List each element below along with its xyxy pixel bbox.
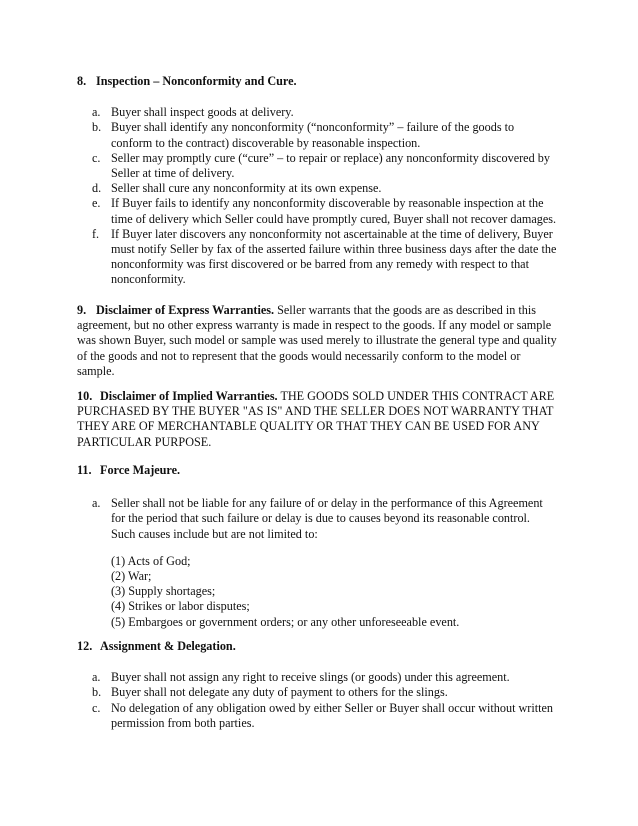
section-list xyxy=(77,496,557,542)
item-label: b. xyxy=(92,685,102,700)
item-text: Seller shall not be liable for any failure of or delay in the performance of this Agreement for the period that such failure or delay is due to causes beyond its reasonable control. Such causes include but are not limited to: xyxy=(111,496,543,541)
section-number: 11. xyxy=(77,463,92,477)
section-heading xyxy=(77,463,557,478)
item-label: a. xyxy=(92,670,101,685)
section-title: Inspection – Nonconformity and Cure. xyxy=(96,74,297,88)
cause-item: (2) War; xyxy=(111,569,152,584)
item-label: d. xyxy=(92,181,102,196)
item-text: No delegation of any obligation owed by either Seller or Buyer shall occur without written permission from both parties. xyxy=(111,700,554,730)
section-number: 8. xyxy=(77,74,87,88)
cause-item: (5) Embargoes or government orders; or any other unforeseeable event. xyxy=(111,614,460,629)
section-paragraph xyxy=(77,389,557,450)
item-label: a. xyxy=(92,496,101,511)
item-label: c. xyxy=(92,150,101,165)
item-label: b. xyxy=(92,120,102,135)
cause-item: (3) Supply shortages; xyxy=(111,584,216,599)
section-title: Force Majeure. xyxy=(100,463,181,477)
section-8 xyxy=(77,74,557,288)
list-item xyxy=(77,227,557,288)
section-heading xyxy=(77,74,557,89)
list-item xyxy=(77,196,557,226)
section-11 xyxy=(77,463,557,630)
section-number: 10. xyxy=(77,389,93,403)
list-item xyxy=(77,151,557,181)
cause-item: (4) Strikes or labor disputes; xyxy=(111,599,250,614)
item-text: Seller may promptly cure (“cure” – to repair or replace) any nonconformity discovered by Seller at time of delivery. xyxy=(111,150,550,181)
item-label: f. xyxy=(92,226,100,241)
section-heading xyxy=(77,639,557,654)
item-label: e. xyxy=(92,196,101,211)
list-item xyxy=(77,120,557,150)
item-text: Buyer shall inspect goods at delivery. xyxy=(111,105,294,120)
section-number: 9. xyxy=(77,303,87,317)
item-text: Seller shall cure any nonconformity at its own expense. xyxy=(111,181,382,196)
section-list xyxy=(77,670,557,731)
list-item xyxy=(77,670,557,685)
section-list xyxy=(77,105,557,287)
item-label: a. xyxy=(92,105,101,120)
section-body: Seller warrants that the goods are as described in this agreement, but no other express warranty is made in respect to the goods. If any model or sample was shown Buyer, such model or sample was used merely to illustrate the general type and quality of the goods and not to represent that the goods would necessarily conform to the model or sample. xyxy=(77,303,557,378)
list-item xyxy=(77,181,557,196)
causes-list xyxy=(77,554,557,630)
list-item xyxy=(77,105,557,120)
section-paragraph xyxy=(77,303,557,379)
section-number: 12. xyxy=(77,639,93,653)
item-text: Buyer shall not assign any right to receive slings (or goods) under this agreement. xyxy=(111,670,510,685)
section-10 xyxy=(77,389,557,450)
list-item xyxy=(77,496,557,542)
section-title: Assignment & Delegation. xyxy=(100,639,236,653)
section-body: THE GOODS SOLD UNDER THIS CONTRACT ARE PURCHASED BY THE BUYER "AS IS" AND THE SELLER DOES NOT WARRANTY THAT THEY ARE OF MERCHANTABLE QUALITY OR THAT THEY CAN BE USED FOR ANY PARTICULAR PURPOSE. xyxy=(77,389,555,449)
list-item xyxy=(77,701,557,731)
section-title: Disclaimer of Express Warranties. xyxy=(96,303,275,317)
section-title: Disclaimer of Implied Warranties. xyxy=(100,389,278,403)
section-9 xyxy=(77,303,557,379)
item-text: If Buyer later discovers any nonconformity not ascertainable at the time of delivery, Buyer must notify Seller by fax of the asserted failure within three business days after the date the nonconformity was first discovered or be barred from any remedy with respect to that nonconformity. xyxy=(111,226,557,287)
item-text: Buyer shall not delegate any duty of payment to others for the slings. xyxy=(111,685,448,700)
cause-item: (1) Acts of God; xyxy=(111,553,191,568)
item-text: Buyer shall identify any nonconformity (“nonconformity” – failure of the goods to conform to the contract) discoverable by reasonable inspection. xyxy=(111,120,515,150)
list-item xyxy=(77,685,557,700)
item-label: c. xyxy=(92,700,101,715)
item-text: If Buyer fails to identify any nonconformity discoverable by reasonable inspection at the time of delivery which Seller could have promptly cured, Buyer shall not recover damages. xyxy=(111,196,557,226)
section-12 xyxy=(77,639,557,731)
